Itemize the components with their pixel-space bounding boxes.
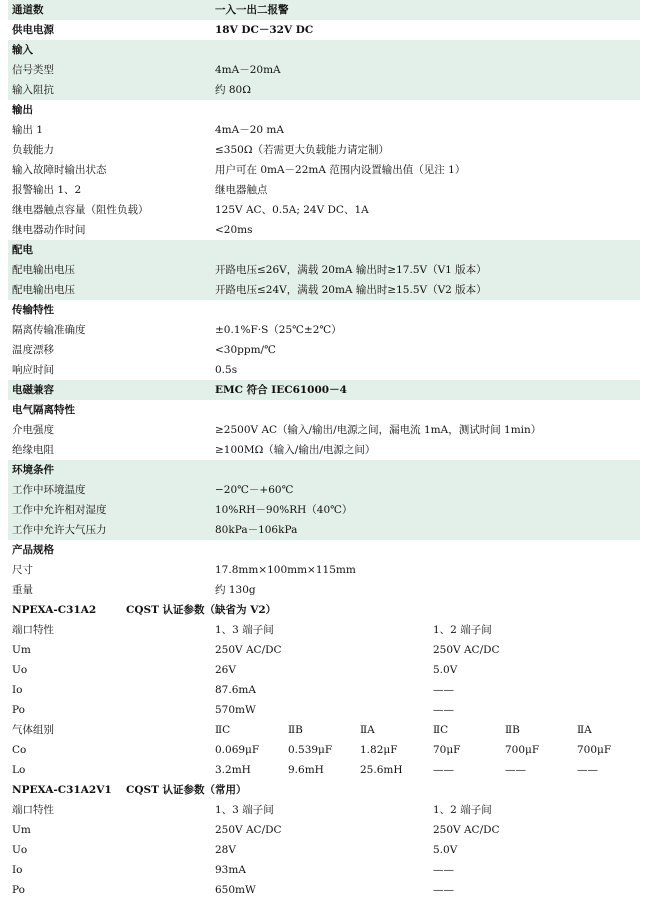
cert-row (8, 840, 640, 860)
spec-label: 输出 (12, 104, 33, 116)
section-row (8, 400, 640, 420)
spec-value: 10%RH－90%RH（40℃） (215, 504, 353, 516)
spec-label: 输入故障时输出状态 (12, 164, 107, 176)
gas-value: ⅡB (288, 724, 303, 736)
cert-row (8, 880, 640, 900)
spec-row (8, 420, 640, 440)
spec-row (8, 280, 640, 300)
cert-label: Po (12, 884, 25, 896)
spec-label: 报警输出 1、2 (12, 184, 82, 196)
spec-row (8, 260, 640, 280)
cert-value-a: 250V AC/DC (215, 824, 282, 836)
cert-value-a: 650mW (215, 884, 256, 896)
cert-value-a: 1、3 端子间 (215, 624, 274, 636)
section-row (8, 20, 640, 40)
spec-value: <20ms (215, 224, 253, 236)
cert-value-a: 28V (215, 844, 236, 856)
cert-row (8, 820, 640, 840)
co-value: 700μF (577, 744, 612, 756)
spec-label: 继电器触点容量（阻性负载） (12, 204, 149, 216)
spec-value: ≥2500V AC（输入/输出/电源之间，漏电流 1mA，测试时间 1min） (215, 424, 542, 436)
gas-value: ⅡC (215, 724, 231, 736)
spec-label: 电气隔离特性 (12, 404, 75, 416)
cert-row (8, 700, 640, 720)
spec-value: 继电器触点 (215, 184, 268, 196)
spec-label: 绝缘电阻 (12, 444, 54, 456)
spec-label: 输入阻抗 (12, 84, 54, 96)
spec-label: 介电强度 (12, 424, 54, 436)
lo-value: 3.2mH (215, 764, 251, 776)
cert-label: Io (12, 864, 23, 876)
spec-label: 输入 (12, 44, 33, 56)
section-row (8, 540, 640, 560)
lo-value: —— (433, 764, 454, 776)
spec-value: 125V AC、0.5A; 24V DC、1A (215, 204, 369, 216)
spec-label: 负载能力 (12, 144, 54, 156)
cert-value-b: 250V AC/DC (433, 644, 500, 656)
spec-value: 80kPa－106kPa (215, 524, 298, 536)
cert-value-b: —— (433, 704, 454, 716)
spec-value: 18V DC－32V DC (215, 24, 314, 36)
spec-row (8, 80, 640, 100)
cert-label: Po (12, 704, 25, 716)
spec-value: 17.8mm×100mm×115mm (215, 564, 356, 576)
spec-row (8, 120, 640, 140)
spec-row (8, 140, 640, 160)
spec-label: 传输特性 (12, 304, 54, 316)
spec-row (8, 560, 640, 580)
cert-row (8, 620, 640, 640)
cert-value-b: 1、2 端子间 (433, 804, 492, 816)
spec-label: 隔离传输准确度 (12, 324, 86, 336)
spec-value: 用户可在 0mA－22mA 范围内设置输出值（见注 1） (215, 164, 466, 176)
cert-value-a: 87.6mA (215, 684, 256, 696)
cert-label: Io (12, 684, 23, 696)
spec-label: 信号类型 (12, 64, 54, 76)
spec-row (8, 340, 640, 360)
cert-table-1 (8, 600, 640, 780)
spec-value: 约 130g (215, 584, 256, 596)
spec-sheet (8, 0, 640, 900)
spec-row (8, 360, 640, 380)
spec-value: ≥100MΩ（输入/输出/电源之间） (215, 444, 376, 456)
gas-row (8, 720, 640, 740)
spec-value: 4mA－20mA (215, 64, 281, 76)
spec-value: 约 80Ω (215, 84, 251, 96)
spec-table (8, 0, 640, 600)
co-value: 700μF (505, 744, 540, 756)
spec-value: 开路电压≤26V，满载 20mA 输出时≥17.5V（V1 版本） (215, 264, 487, 276)
cert-title: CQST 认证参数（常用） (126, 784, 247, 796)
spec-row (8, 500, 640, 520)
cert-row (8, 680, 640, 700)
spec-label: 配电 (12, 244, 33, 256)
lo-value: 9.6mH (288, 764, 324, 776)
cert-value-a: 26V (215, 664, 236, 676)
cert-value-a: 570mW (215, 704, 256, 716)
spec-value: 一入一出二报警 (215, 4, 289, 16)
lo-value: —— (577, 764, 598, 776)
gas-value: ⅡC (433, 724, 449, 736)
spec-label: 重量 (12, 584, 33, 596)
co-value: 1.82μF (360, 744, 398, 756)
spec-value: 0.5s (215, 364, 238, 376)
spec-label: 尺寸 (12, 564, 33, 576)
spec-label: 工作中允许相对湿度 (12, 504, 107, 516)
section-row (8, 100, 640, 120)
cert-table-2 (8, 780, 640, 900)
cert-label: 端口特性 (12, 804, 54, 816)
spec-row (8, 220, 640, 240)
spec-label: 温度漂移 (12, 344, 54, 356)
cert-row (8, 860, 640, 880)
cert-label: Um (12, 644, 31, 656)
cert-row (8, 640, 640, 660)
cert-value-b: —— (433, 884, 454, 896)
spec-value: −20℃－+60℃ (215, 484, 294, 496)
spec-label: 电磁兼容 (12, 384, 54, 396)
spec-label: 供电电源 (12, 24, 54, 36)
cert-title: CQST 认证参数（缺省为 V2） (126, 604, 277, 616)
spec-label: 环境条件 (12, 464, 54, 476)
lo-row (8, 760, 640, 780)
spec-label: 工作中允许大气压力 (12, 524, 107, 536)
spec-row (8, 180, 640, 200)
cert-value-a: 93mA (215, 864, 246, 876)
spec-label: 响应时间 (12, 364, 54, 376)
spec-label: 配电输出电压 (12, 264, 75, 276)
lo-value: —— (505, 764, 526, 776)
cert-row (8, 800, 640, 820)
spec-label: 输出 1 (12, 124, 44, 136)
spec-value: 开路电压≤24V，满载 20mA 输出时≥15.5V（V2 版本） (215, 284, 487, 296)
cert-title-row (8, 600, 640, 620)
section-row (8, 40, 640, 60)
spec-label: 配电输出电压 (12, 284, 75, 296)
section-row (8, 380, 640, 400)
cert-value-b: 1、2 端子间 (433, 624, 492, 636)
co-row (8, 740, 640, 760)
spec-value: ±0.1%F·S（25℃±2℃） (215, 324, 342, 336)
spec-row (8, 320, 640, 340)
spec-label: 产品规格 (12, 544, 54, 556)
spec-row (8, 200, 640, 220)
cert-value-b: 5.0V (433, 844, 458, 856)
spec-row (8, 440, 640, 460)
cert-value-b: 250V AC/DC (433, 824, 500, 836)
spec-value: <30ppm/℃ (215, 344, 276, 356)
spec-row (8, 160, 640, 180)
cert-label: Uo (12, 664, 28, 676)
spec-value: ≤350Ω（若需更大负载能力请定制） (215, 144, 390, 156)
spec-row (8, 480, 640, 500)
cert-model: NPEXA-C31A2V1 (12, 784, 112, 796)
gas-value: ⅡA (577, 724, 592, 736)
cert-value-b: 5.0V (433, 664, 458, 676)
spec-row (8, 520, 640, 540)
spec-label: 工作中环境温度 (12, 484, 86, 496)
cert-value-a: 1、3 端子间 (215, 804, 274, 816)
spec-row (8, 60, 640, 80)
section-row (8, 0, 640, 20)
spec-value: 4mA－20 mA (215, 124, 284, 136)
gas-value: ⅡB (505, 724, 520, 736)
cert-value-b: —— (433, 684, 454, 696)
co-value: 70μF (433, 744, 461, 756)
spec-label: 通道数 (12, 4, 44, 16)
section-row (8, 240, 640, 260)
cert-title-row (8, 780, 640, 800)
gas-value: ⅡA (360, 724, 375, 736)
gas-label: 气体组别 (12, 724, 54, 736)
spec-label: 继电器动作时间 (12, 224, 86, 236)
cert-label: Um (12, 824, 31, 836)
cert-row (8, 660, 640, 680)
section-row (8, 460, 640, 480)
cert-value-b: —— (433, 864, 454, 876)
cert-value-a: 250V AC/DC (215, 644, 282, 656)
spec-row (8, 580, 640, 600)
cert-label: 端口特性 (12, 624, 54, 636)
spec-value: EMC 符合 IEC61000－4 (215, 384, 347, 396)
co-value: 0.539μF (288, 744, 333, 756)
lo-value: 25.6mH (360, 764, 403, 776)
section-row (8, 300, 640, 320)
cert-label: Uo (12, 844, 28, 856)
lo-label: Lo (12, 764, 26, 776)
cert-model: NPEXA-C31A2 (12, 604, 97, 616)
co-value: 0.069μF (215, 744, 260, 756)
co-label: Co (12, 744, 27, 756)
